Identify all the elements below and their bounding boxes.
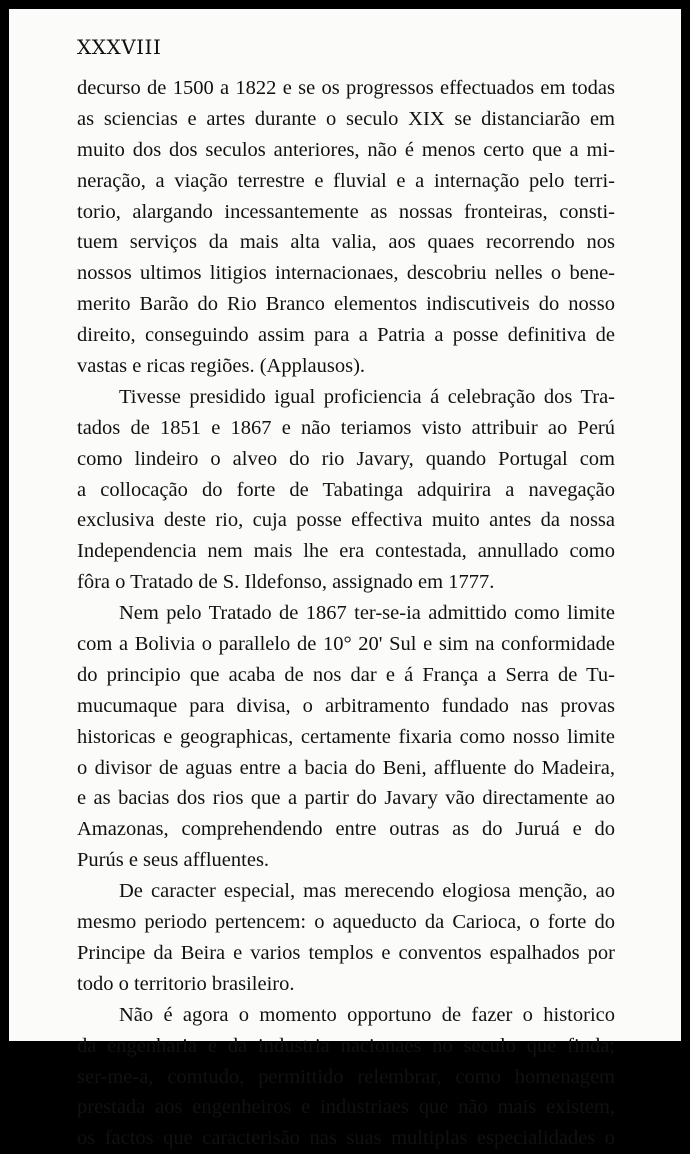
text-line: mucumaque para divisa, o arbitramento fundado nas provas [77, 694, 615, 717]
text-line: como lindeiro o alveo do rio Javary, quando Portugal com [77, 447, 615, 470]
text-line: Purús e seus affluentes. [77, 849, 270, 872]
text-line: e as bacias dos rios que a partir do Javary vão directamente ao [77, 787, 615, 810]
text-line: a collocação do forte de Tabatinga adquirira a navegação [77, 478, 615, 501]
text-line: da engenharia e da industria nacionaes no seculo que finda; [77, 1034, 615, 1057]
paragraph [77, 876, 615, 1000]
text-line: tuem serviços da mais alta valia, aos quaes recorrendo nos [77, 231, 615, 254]
text-line: torio, alargando incessantemente as nossas fronteiras, consti- [77, 200, 615, 223]
text-line: os factos que caracterisão nas suas multiplas especialidades o [77, 1127, 615, 1150]
text-line: ser-me-a, comtudo, permittido relembrar, como homenagem [77, 1065, 615, 1088]
text-line: nossos ultimos litigios internacionaes, descobriu nelles o bene- [77, 262, 615, 285]
text-line: o divisor de aguas entre a bacia do Beni, affluente do Madeira, [77, 756, 615, 779]
text-line: neração, a viação terrestre e fluvial e a internação pelo terri- [77, 169, 615, 192]
text-line: historicas e geographicas, certamente fixaria como nosso limite [77, 725, 615, 748]
running-head-page-number: XXXVIII [77, 35, 162, 59]
text-line: Amazonas, comprehendendo entre outras as do Juruá e do [77, 818, 615, 841]
text-line: mesmo periodo pertencem: o aqueducto da Carioca, o forte do [77, 911, 615, 934]
text-line: todo o territorio brasileiro. [77, 972, 295, 995]
text-line: merito Barão do Rio Branco elementos indiscutiveis do nosso [77, 293, 615, 316]
text-line: com a Bolivia o parallelo de 10° 20' Sul e sim na conformidade [77, 633, 615, 656]
text-line: Tivesse presidido igual proficiencia á celebração dos Tra- [119, 385, 615, 408]
paragraph [77, 73, 615, 382]
text-line: exclusiva deste rio, cuja posse effectiva muito antes da nossa [77, 509, 615, 532]
text-line: decurso de 1500 a 1822 e se os progressos effectuados em todas [77, 77, 615, 99]
body-text [77, 73, 615, 1154]
text-line: Principe da Beira e varios templos e conventos espalhados por [77, 941, 615, 964]
text-line: De caracter especial, mas merecendo elogiosa menção, ao [119, 880, 615, 903]
text-line: vastas e ricas regiões. (Applausos). [77, 355, 366, 378]
text-line: direito, conseguindo assim para a Patria a posse definitiva de [77, 324, 615, 347]
text-line: do principio que acaba de nos dar e á França a Serra de Tu- [77, 663, 615, 686]
text-line: Nem pelo Tratado de 1867 ter-se-ia admittido como limite [119, 602, 615, 625]
paragraph [77, 382, 615, 598]
paragraph [77, 598, 615, 876]
text-line: tados de 1851 e 1867 e não teriamos visto attribuir ao Perú [77, 416, 615, 439]
text-line: as sciencias e artes durante o seculo XIX se distanciarão em [77, 107, 615, 130]
text-line: fôra o Tratado de S. Ildefonso, assignado em 1777. [77, 571, 495, 594]
text-line: Independencia nem mais lhe era contestada, annullado como [77, 540, 615, 563]
book-page [9, 9, 681, 1150]
text-line: prestada aos engenheiros e industriaes que não mais existem, [77, 1096, 615, 1119]
text-line: muito dos dos seculos anteriores, não é menos certo que a mi- [77, 138, 615, 161]
text-line: Não é agora o momento opportuno de fazer o historico [119, 1003, 615, 1026]
paragraph [77, 1000, 615, 1154]
